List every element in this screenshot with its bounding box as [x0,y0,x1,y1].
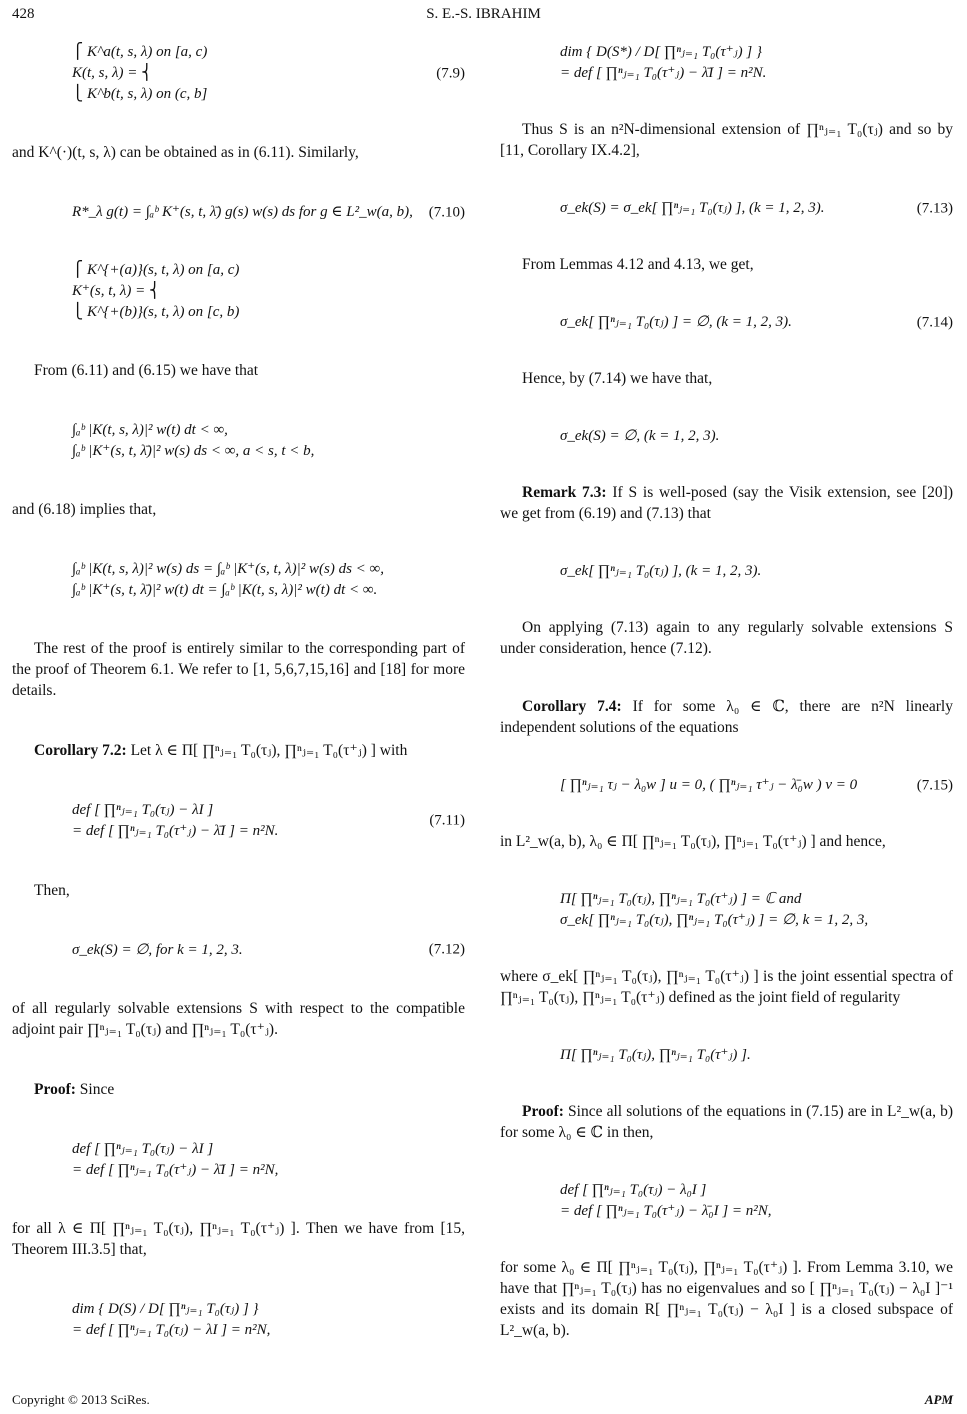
left-paragraph [12,880,465,901]
right-paragraph [500,617,953,659]
paragraph-text: in L²_w(a, b), λ₀ ∈ Π[ ∏ⁿⱼ₌₁ T₀(τⱼ), ∏ⁿⱼ₌₁ T₀(τ⁺ⱼ) ] and hence, [500,833,886,850]
footer-journal: APM [924,1392,953,1407]
equation [500,561,953,582]
equation-line: K⁺(s, t, λ) = ⎨ [72,283,161,300]
run-in-heading: Proof: [522,1103,564,1120]
equation-line: = def [ ∏ⁿⱼ₌₁ T₀(τ⁺ⱼ) − λ̄₀I ] = n²N, [560,1203,772,1219]
paragraph-text: From Lemmas 4.12 and 4.13, we get, [522,256,754,273]
equation-line: def [ ∏ⁿⱼ₌₁ T₀(τⱼ) − λI ] [72,802,214,819]
equation-line: R*_λ g(t) = ∫ₐᵇ K⁺(s, t, λ̄) g(s) w(s) ds for g ∈ L²_w(a, b), [72,204,413,221]
equation-number: (7.9) [436,65,465,81]
left-paragraph [12,1079,465,1100]
equation-number: (7.15) [916,777,953,793]
paragraph-text: of all regularly solvable extensions S with respect to the compatible adjoint pair ∏ⁿⱼ₌₁ T₀(τⱼ) and ∏ⁿⱼ₌₁ T₀(τ⁺ⱼ). [12,999,465,1038]
left-column [12,38,465,1378]
equation-line: σ_ek(S) = ∅, for k = 1, 2, 3. [72,941,243,958]
equation-line: ⎧ K^{+(a)}(s, t, λ) on [a, c) [72,262,240,279]
right-paragraph [500,119,953,161]
equation [500,42,953,84]
equation [12,800,465,842]
paragraph-text: If S is well-posed (say the Visik extension, see [20]) we get from (6.19) and (7.13) that [500,484,954,522]
equation [500,198,953,219]
paragraph-text: Since all solutions of the equations in (7.15) are in L²_w(a, b) for some λ₀ ∈ ℂ in then, [500,1103,953,1141]
equation-number: (7.12) [428,941,465,958]
equation-line: = def [ ∏ⁿⱼ₌₁ T₀(τ⁺ⱼ) − λ̄I ] = n²N, [72,1161,279,1178]
paragraph-text: Hence, by (7.14) we have that, [522,370,713,387]
left-paragraph [12,1218,465,1260]
equation-line: [ ∏ⁿⱼ₌₁ τⱼ − λ₀w ] u = 0, ( ∏ⁿⱼ₌₁ τ⁺ⱼ − λ̄₀w ) v = 0 [560,777,858,793]
equation [12,420,465,462]
right-paragraph [500,368,953,389]
running-header-author: S. E.-S. IBRAHIM [426,6,541,22]
equation-line: ⎩ K^b(t, s, λ) on (c, b] [72,86,208,102]
left-paragraph [12,998,465,1040]
paragraph-text: If for some λ₀ ∈ ℂ, there are n²N linearly independent solutions of the equations [500,698,953,736]
equation [12,1139,465,1181]
equation-line: ∫ₐᵇ |K⁺(s, t, λ̄)|² w(t) dt = ∫ₐᵇ |K(t, s, λ)|² w(t) dt < ∞. [72,582,378,599]
equation-line: σ_ek[ ∏ⁿⱼ₌₁ T₀(τⱼ), ∏ⁿⱼ₌₁ T₀(τ⁺ⱼ) ] = ∅, k = 1, 2, 3, [560,912,869,928]
paragraph-text: and K^(·)(t, s, λ) can be obtained as in (6.11). Similarly, [12,144,359,162]
equation-line: dim { D(S) / D[ ∏ⁿⱼ₌₁ T₀(τⱼ) ] } [72,1300,259,1317]
equation [500,426,953,447]
left-paragraph [12,142,465,163]
left-paragraph [12,360,465,381]
right-paragraph [500,254,953,275]
equation-line: σ_ek(S) = ∅, (k = 1, 2, 3). [560,428,720,444]
equation [12,940,465,961]
equation [12,1299,465,1341]
equation-line: K(t, s, λ) = ⎨ [72,65,153,81]
equation-line: σ_ek[ ∏ⁿⱼ₌₁ T₀(τⱼ) ] = ∅, (k = 1, 2, 3). [560,314,792,330]
paragraph-text: Then, [34,881,70,899]
paragraph-text: where σ_ek[ ∏ⁿⱼ₌₁ T₀(τⱼ), ∏ⁿⱼ₌₁ T₀(τ⁺ⱼ) ] is the joint essential spectra of ∏ⁿⱼ₌₁ T₀(τⱼ), ∏ⁿⱼ₌₁ T₀(τ⁺ⱼ) defined as the joint field of regularity [500,968,953,1006]
equation [500,1045,953,1066]
paragraph-text: The rest of the proof is entirely similar to the corresponding part of the proof of Theorem 6.1. We refer to [1, 5,6,7,15,16] and [18] for more details. [12,640,465,700]
left-paragraph [12,740,465,761]
right-paragraph [500,1101,953,1143]
equation-line: ∫ₐᵇ |K⁺(s, t, λ̄)|² w(s) ds < ∞, a < s, t < b, [72,443,315,460]
equation [12,202,465,223]
equation-number: (7.14) [916,314,953,330]
equation-line: Π[ ∏ⁿⱼ₌₁ T₀(τⱼ), ∏ⁿⱼ₌₁ T₀(τ⁺ⱼ) ] = ℂ and [560,891,802,907]
equation-line: def [ ∏ⁿⱼ₌₁ T₀(τⱼ) − λ₀I ] [560,1182,707,1198]
equation-line: ⎧ K^a(t, s, λ) on [a, c) [72,44,208,60]
paragraph-text: Thus S is an n²N-dimensional extension of ∏ⁿⱼ₌₁ T₀(τⱼ) and so by [11, Corollary IX.4.2], [500,121,953,159]
paragraph-text: Let λ ∈ Π[ ∏ⁿⱼ₌₁ T₀(τⱼ), ∏ⁿⱼ₌₁ T₀(τ⁺ⱼ) ] with [126,742,408,760]
right-paragraph [500,1257,953,1341]
equation-number: (7.13) [916,200,953,216]
run-in-heading: Remark 7.3: [522,484,607,501]
equation [500,889,953,931]
left-paragraph [12,638,465,701]
equation-line: dim { D(S*) / D[ ∏ⁿⱼ₌₁ T₀(τ⁺ⱼ) ] } [560,44,762,60]
right-paragraph [500,696,953,738]
paragraph-text: for all λ ∈ Π[ ∏ⁿⱼ₌₁ T₀(τⱼ), ∏ⁿⱼ₌₁ T₀(τ⁺ⱼ) ]. Then we have from [15, Theorem III.3.5] that, [12,1219,465,1258]
equation-number: (7.11) [429,812,465,829]
left-paragraph [12,499,465,520]
equation [12,42,465,105]
equation-number: (7.10) [428,204,465,221]
paragraph-text: for some λ₀ ∈ Π[ ∏ⁿⱼ₌₁ T₀(τⱼ), ∏ⁿⱼ₌₁ T₀(τ⁺ⱼ) ]. From Lemma 3.10, we have that ∏ⁿⱼ₌₁ T₀(τⱼ) has no eigenvalues and so [ ∏ⁿⱼ₌₁ T₀(τⱼ) − λ₀I ]⁻¹ exists and its domain R[ ∏ⁿⱼ₌₁ T₀(τⱼ) − λ₀I ] is a closed subspace of L²_w(a, b). [500,1259,953,1339]
equation-line: = def [ ∏ⁿⱼ₌₁ T₀(τ⁺ⱼ) − λ̄I ] = n²N. [560,65,767,81]
right-paragraph [500,831,953,852]
paragraph-text: Since [75,1080,115,1098]
right-paragraph [500,482,953,524]
paragraph-text: From (6.11) and (6.15) we have that [34,362,259,380]
equation [12,559,465,601]
equation-line: = def [ ∏ⁿⱼ₌₁ T₀(τ⁺ⱼ) − λ̄I ] = n²N. [72,823,279,840]
paragraph-text: On applying (7.13) again to any regularly solvable extensions S under consideration, hence (7.12). [500,619,953,657]
equation-line: ⎩ K^{+(b)}(s, t, λ) on [c, b) [72,304,240,321]
equation-line: σ_ek(S) = σ_ek[ ∏ⁿⱼ₌₁ T₀(τⱼ) ], (k = 1, 2, 3). [560,200,825,216]
run-in-heading: Proof: [34,1080,76,1098]
equation [12,260,465,323]
equation-line: Π[ ∏ⁿⱼ₌₁ T₀(τⱼ), ∏ⁿⱼ₌₁ T₀(τ⁺ⱼ) ]. [560,1047,751,1063]
right-paragraph [500,966,953,1008]
equation-line: ∫ₐᵇ |K(t, s, λ)|² w(s) ds = ∫ₐᵇ |K⁺(s, t, λ)|² w(s) ds < ∞, [72,561,384,578]
page-number: 428 [12,6,35,22]
footer-copyright: Copyright © 2013 SciRes. [12,1392,150,1407]
equation [500,312,953,333]
equation-line: def [ ∏ⁿⱼ₌₁ T₀(τⱼ) − λI ] [72,1140,214,1157]
equation-line: = def [ ∏ⁿⱼ₌₁ T₀(τⱼ) − λI ] = n²N, [72,1321,271,1338]
equation [500,775,953,796]
equation [500,1180,953,1222]
run-in-heading: Corollary 7.4: [522,698,622,715]
run-in-heading: Corollary 7.2: [34,742,127,760]
paragraph-text: and (6.18) implies that, [12,501,157,519]
equation-line: ∫ₐᵇ |K(t, s, λ)|² w(t) dt < ∞, [72,422,228,439]
right-column [500,38,953,1378]
equation-line: σ_ek[ ∏ⁿⱼ₌₁ T₀(τⱼ) ], (k = 1, 2, 3). [560,563,762,579]
